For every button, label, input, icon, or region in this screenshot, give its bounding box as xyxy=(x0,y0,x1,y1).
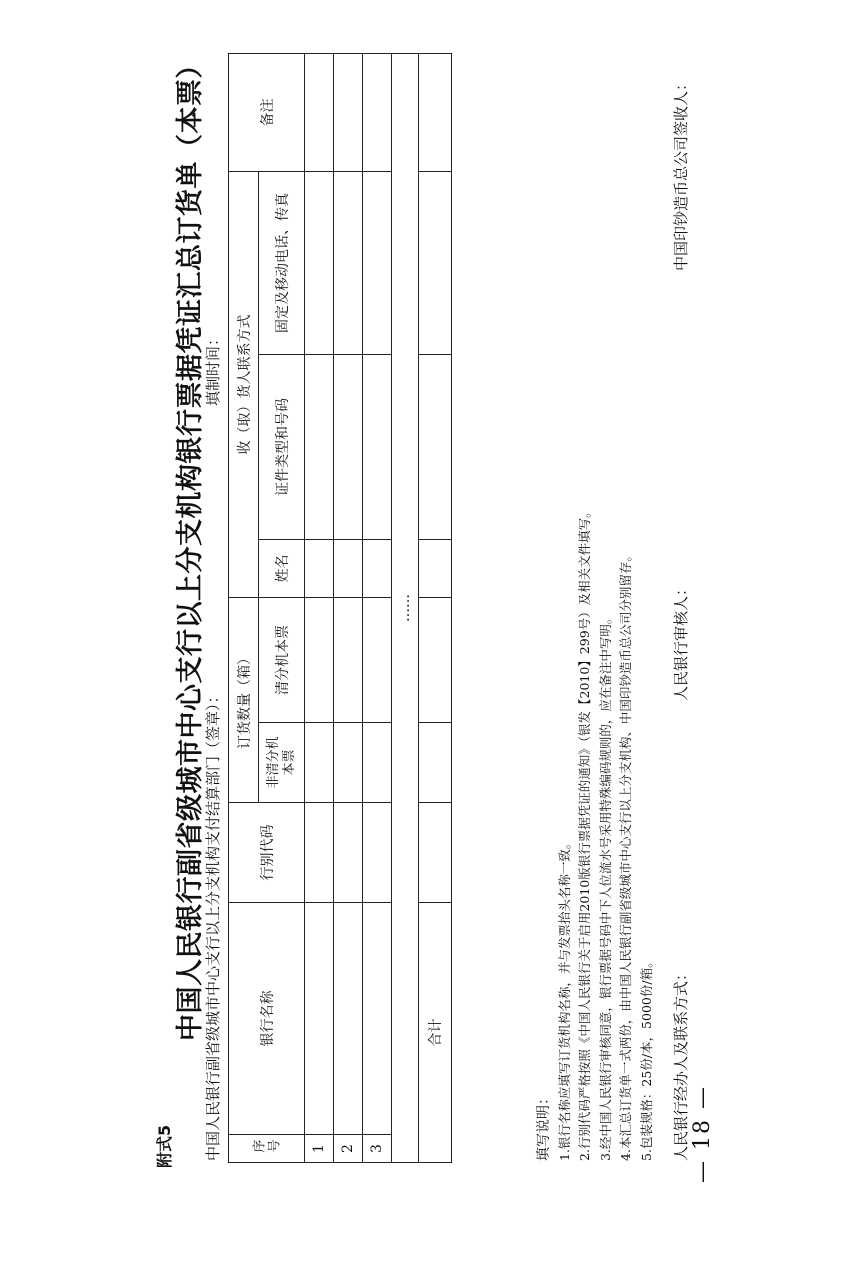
cell-input[interactable] xyxy=(419,598,452,723)
cell-input[interactable] xyxy=(419,355,452,540)
cell-input[interactable] xyxy=(363,355,392,540)
table-row xyxy=(363,54,392,1163)
header-name: 姓名 xyxy=(259,540,305,598)
total-label: 合计 xyxy=(419,903,452,1163)
cell-input[interactable] xyxy=(334,803,363,903)
cell-input[interactable] xyxy=(363,903,392,1135)
cell-input[interactable] xyxy=(305,540,334,598)
cell-input[interactable] xyxy=(305,172,334,355)
header-remark: 备注 xyxy=(229,54,305,172)
cell-input[interactable] xyxy=(334,54,363,172)
cell-input[interactable] xyxy=(334,723,363,803)
cell-input[interactable] xyxy=(305,598,334,723)
cell-input[interactable] xyxy=(334,598,363,723)
order-table xyxy=(228,53,452,1163)
note-item: 5.包装规格：25份/本，5000份/箱。 xyxy=(638,955,654,1161)
cell-input[interactable] xyxy=(334,355,363,540)
cell-input[interactable] xyxy=(305,723,334,803)
row-seq: 2 xyxy=(334,1135,363,1163)
header-clear-notes: 清分机本票 xyxy=(259,598,305,723)
note-item: 1.银行名称应填写订货机构名称，并与发票抬头名称一致。 xyxy=(556,836,572,1161)
total-row xyxy=(419,54,452,1163)
cell-input[interactable] xyxy=(363,54,392,172)
header-order-qty: 订货数量（箱） xyxy=(229,598,259,803)
cell-input[interactable] xyxy=(363,172,392,355)
page-title: 中国人民银行副省级城市中心支行以上分支机构银行票据凭证汇总订货单（本票） xyxy=(175,51,206,1041)
page-number: — 18 — xyxy=(690,1085,715,1183)
ellipsis-row xyxy=(392,54,419,1163)
cell-input[interactable] xyxy=(363,540,392,598)
note-item: 4.本汇总订货单一式两份，由中国人民银行副省级城市中心支行以上分支机构、中国印钞造币总公司分别留存。 xyxy=(618,549,633,1161)
cell-input[interactable] xyxy=(419,540,452,598)
reviewer-signature: 人民银行审核人： xyxy=(672,580,690,701)
cell-input[interactable] xyxy=(334,540,363,598)
cell-input[interactable] xyxy=(419,54,452,172)
ellipsis: …… xyxy=(392,54,419,1163)
header-contact: 收（取）货人联系方式 xyxy=(229,172,259,598)
annex-label: 附式5 xyxy=(155,1124,174,1168)
note-item: 3.经中国人民银行审核同意，银行票据号码中下人位流水号采用特殊编码规则的，应在备注中写明。 xyxy=(597,611,613,1161)
cell-input[interactable] xyxy=(363,803,392,903)
receiver-signature: 中国印钞造币总公司签收人： xyxy=(672,75,690,271)
cell-input[interactable] xyxy=(419,172,452,355)
cell-input[interactable] xyxy=(334,903,363,1135)
table-row xyxy=(305,54,334,1163)
cell-input[interactable] xyxy=(419,723,452,803)
header-non-clear-notes: 非清分机本票 xyxy=(259,723,305,803)
cell-input[interactable] xyxy=(305,355,334,540)
issuing-unit-line: 中国人民银行副省级城市中心支行以上分支机构支付结算部门（签章）： xyxy=(204,688,222,1161)
row-seq: 3 xyxy=(363,1135,392,1163)
cell-input[interactable] xyxy=(363,598,392,723)
fill-time-label: 填制时间： xyxy=(204,330,222,406)
cell-input[interactable] xyxy=(305,54,334,172)
cell-input[interactable] xyxy=(305,803,334,903)
table-row xyxy=(334,54,363,1163)
cell-input[interactable] xyxy=(305,903,334,1135)
row-seq: 1 xyxy=(305,1135,334,1163)
fill-instructions xyxy=(534,161,657,1161)
cell-input[interactable] xyxy=(334,172,363,355)
header-seq: 序号 xyxy=(229,1135,305,1163)
cell-input[interactable] xyxy=(363,723,392,803)
handler-signature: 人民银行经办人及联系方式： xyxy=(672,965,690,1161)
notes-heading: 填写说明： xyxy=(536,1091,552,1161)
header-phone: 固定及移动电话、传真 xyxy=(259,172,305,355)
cell-input[interactable] xyxy=(419,803,452,903)
header-bank-code: 行别代码 xyxy=(229,803,305,903)
header-id: 证件类型和号码 xyxy=(259,355,305,540)
header-bank-name: 银行名称 xyxy=(229,903,305,1135)
note-item: 2.行别代码严格按照《中国人民银行关于启用2010版银行票据凭证的通知》（银发【2010】299号）及相关文件填写。 xyxy=(577,505,592,1161)
